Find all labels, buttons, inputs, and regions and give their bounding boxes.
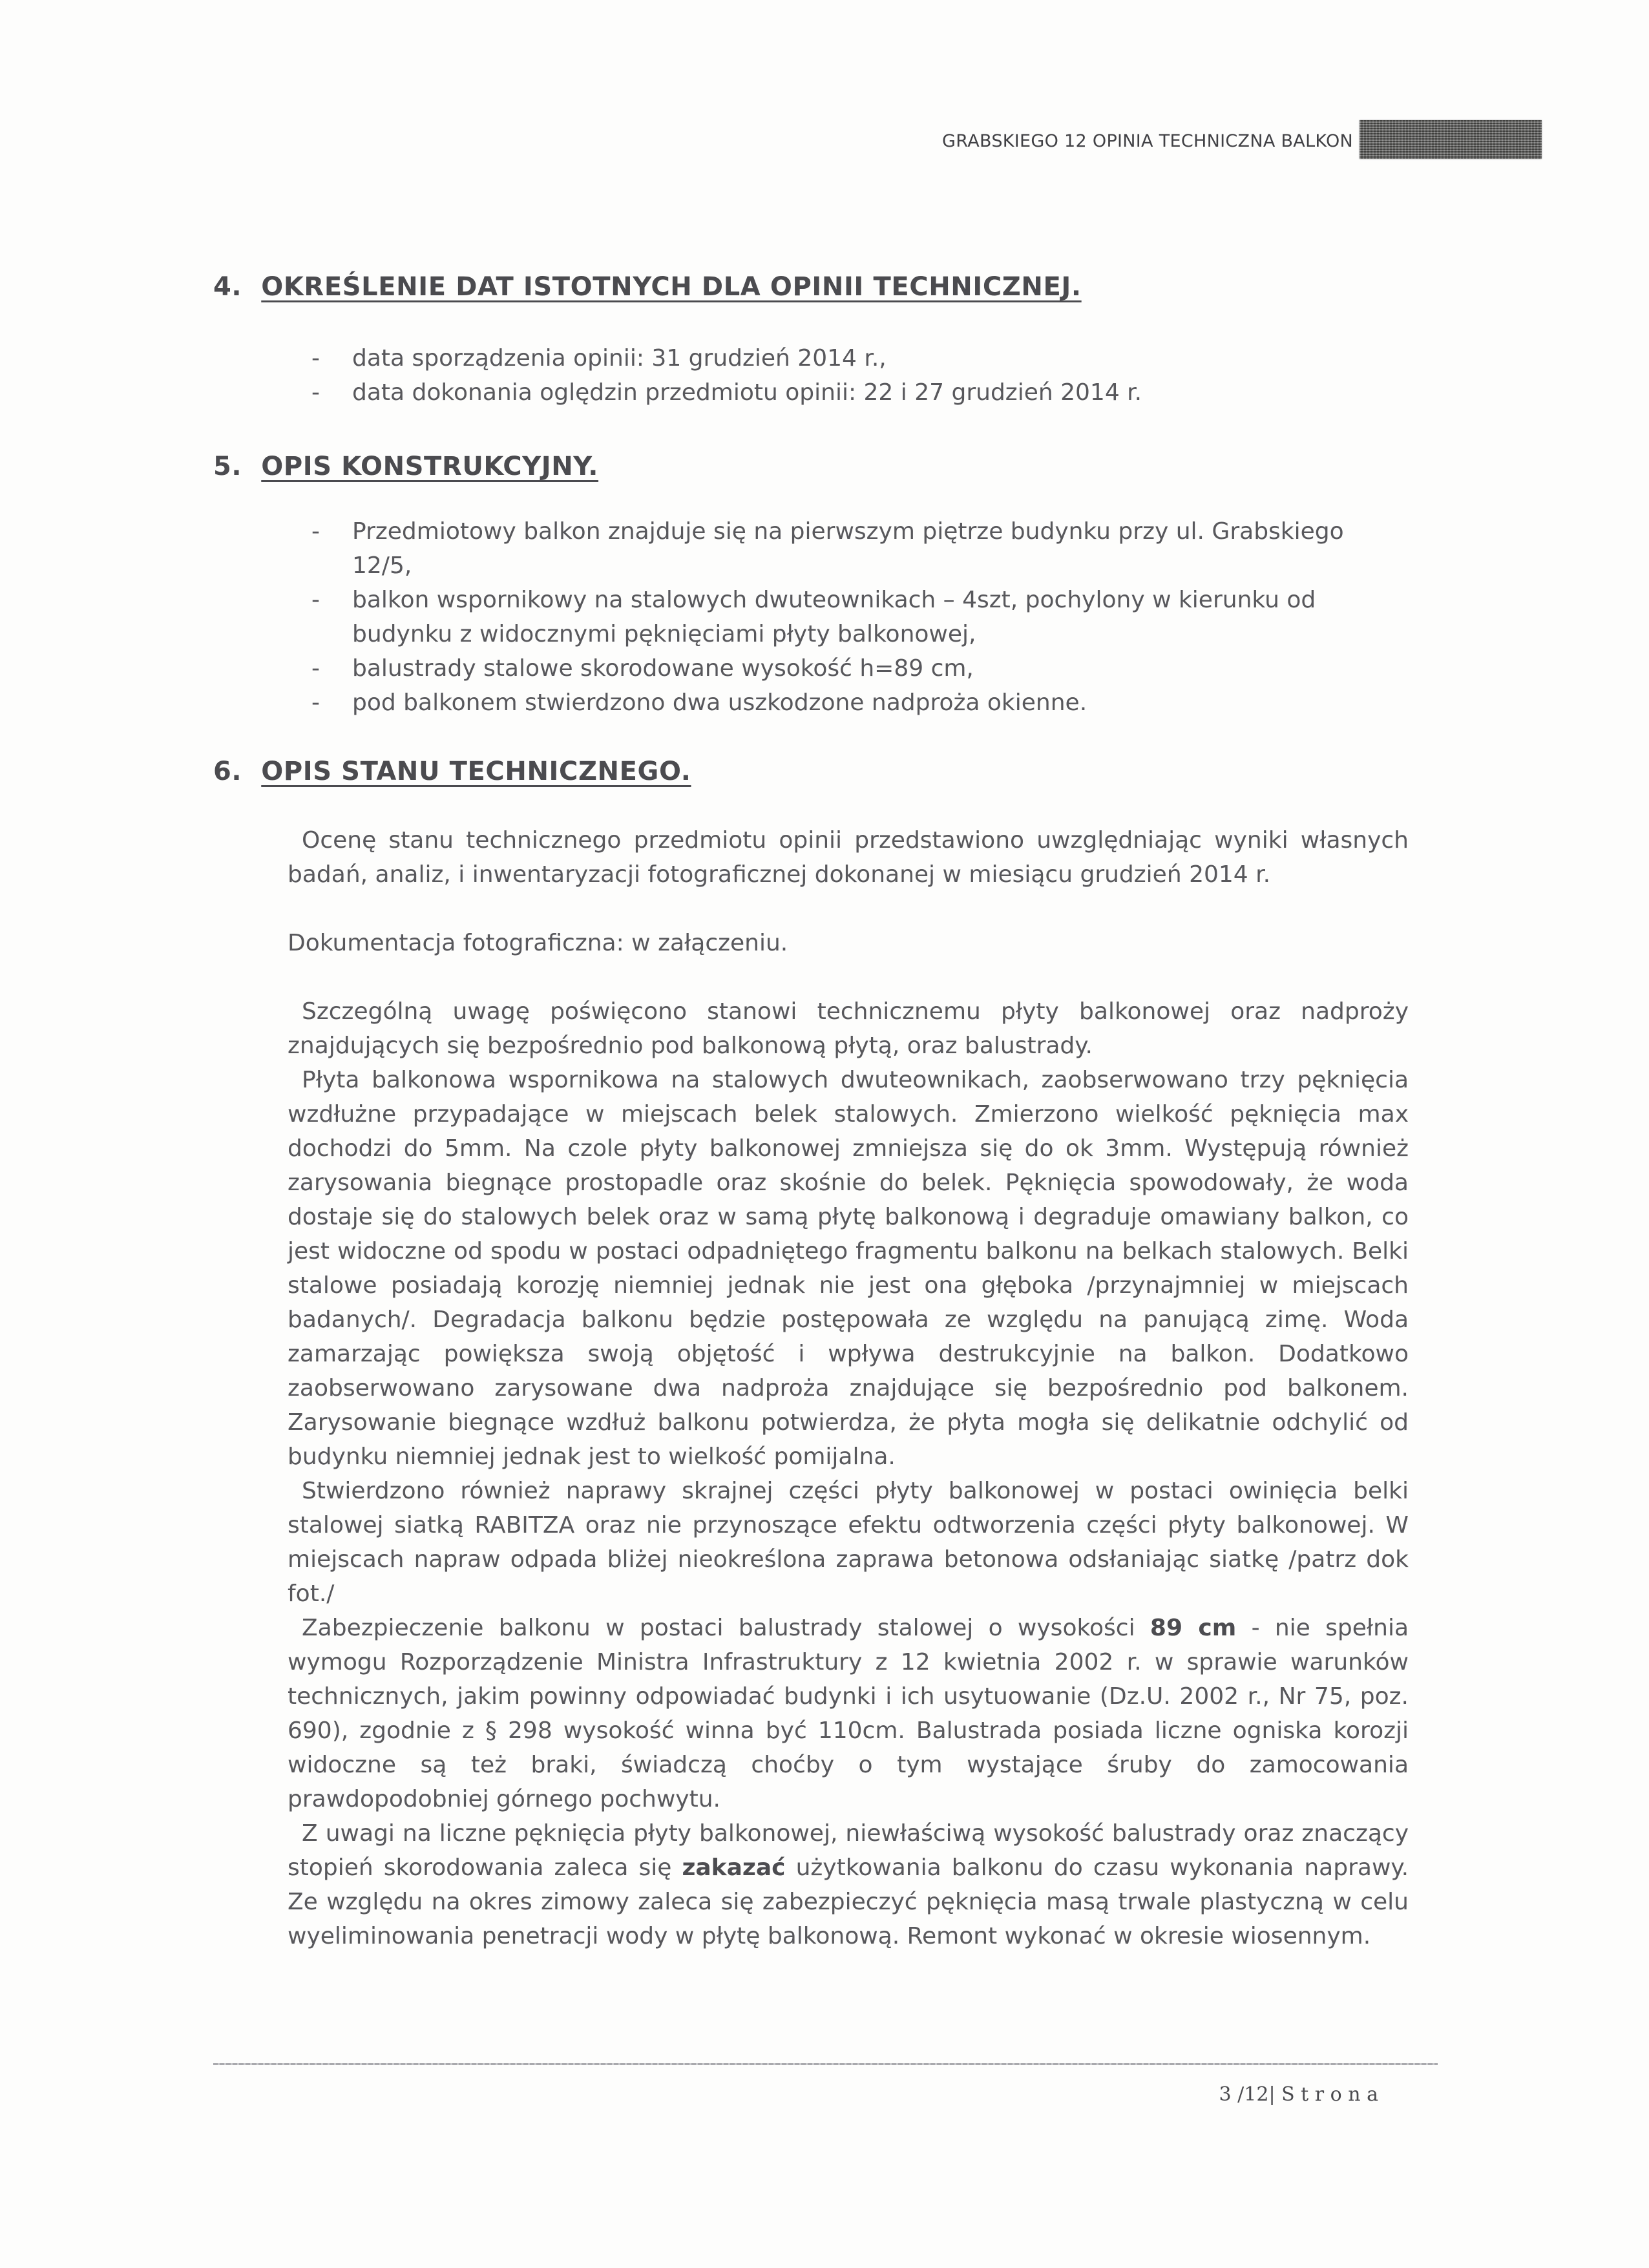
paragraph: [288, 823, 1409, 892]
paragraph-segment: użytkowania balkonu do czasu wykonania naprawy. Ze względu na okres zimowy zaleca się zabezpieczyć pęknięcia masą trwale plastyczną w celu wyeliminowania penetracji wody w płytę balkonową. Remont wykonać w okresie wiosennym.: [288, 1854, 1409, 1949]
paragraph-segment: - nie spełnia wymogu Rozporządzenie Ministra Infrastruktury z 12 kwietnia 2002 r. w sprawie warunków technicznych, jakim powinny odpowiadać budynki i ich usytuowanie (Dz.U. 2002 r., Nr 75, poz. 690), zgodnie z § 298 wysokość winna być 110cm. Balustrada posiada liczne ogniska korozji widoczne są też braki, świadczą choćby o tym wystające śruby do zamocowania prawdopodobniej górnego pochwytu.: [288, 1615, 1409, 1812]
section-heading: [213, 756, 1438, 787]
bold-text: zakazać: [682, 1854, 786, 1881]
list-item: [213, 375, 1396, 410]
bullet-list: [213, 514, 1396, 720]
paragraph-segment: Stwierdzono również naprawy skrajnej części płyty balkonowej w postaci owinięcia belki stalowej siatką RABITZA oraz nie przynoszące efektu odtworzenia części płyty balkonowej. W miejscach napraw odpada bliżej nieokreślona zaprawa betonowa odsłaniając siatkę /patrz dok fot./: [288, 1478, 1409, 1607]
paragraph: [288, 1474, 1409, 1611]
bullet-marker: -: [311, 518, 320, 545]
bullet-text: data dokonania oględzin przedmiotu opinii: 22 i 27 grudzień 2014 r.: [352, 379, 1142, 406]
bullet-marker: -: [311, 655, 320, 682]
section-construction: [213, 451, 1438, 720]
section-number: 5.: [213, 452, 242, 481]
list-item: [213, 514, 1396, 583]
paragraph: [288, 1063, 1409, 1474]
bullet-marker: -: [311, 587, 320, 613]
bullet-text: Przedmiotowy balkon znajduje się na pierwszym piętrze budynku przy ul. Grabskiego 12/5,: [352, 518, 1344, 579]
paragraph: [288, 1611, 1409, 1816]
paragraph-segment: Płyta balkonowa wspornikowa na stalowych dwuteownikach, zaobserwowano trzy pęknięcia wzdłużne przypadające w miejscach belek stalowych. Zmierzono wielkość pęknięcia max dochodzi do 5mm. Na czole płyty balkonowej zmniejsza się do ok 3mm. Występują również zarysowania biegnące prostopadle oraz skośnie do belek. Pęknięcia spowodowały, że woda dostaje się do stalowych belek oraz w samą płytę balkonową i degraduje omawiany balkon, co jest widoczne od spodu w postaci odpadniętego fragmentu balkonu na belkach stalowych. Belki stalowe posiadają korozję niemniej jednak nie jest ona głęboka /przynajmniej w miejscach badanych/. Degradacja balkonu będzie postępowała ze względu na panującą zimę. Woda zamarzając powiększa swoją objętość i wpływa destrukcyjnie na balkon. Dodatkowo zaobserwowano zarysowane dwa nadproża znajdujące się bezpośrednio pod balkonem. Zarysowanie biegnące wzdłuż balkonu potwierdza, że płyta mogła się delikatnie odchylić od budynku niemniej jednak jest to wielkość pomijalna.: [288, 1067, 1409, 1470]
section-title: OKREŚLENIE DAT ISTOTNYCH DLA OPINII TECHNICZNEJ.: [261, 272, 1082, 302]
paragraph: [288, 1816, 1409, 1953]
paragraph: [288, 926, 1409, 960]
paragraph: [288, 994, 1409, 1063]
section-heading: [213, 451, 1438, 482]
paragraph-segment: Ocenę stanu technicznego przedmiotu opinii przedstawiono uwzględniając wyniki własnych badań, analiz, i inwentaryzacji fotograficznej dokonanej w miesiącu grudzień 2014 r.: [288, 827, 1409, 888]
list-item: [213, 341, 1396, 375]
list-item: [213, 583, 1396, 651]
paragraph-segment: Dokumentacja fotograficzna: w załączeniu.: [288, 930, 788, 956]
header-title: GRABSKIEGO 12 OPINIA TECHNICZNA BALKON: [942, 131, 1353, 151]
bullet-text: balkon wspornikowy na stalowych dwuteownikach – 4szt, pochylony w kierunku od budynku z widocznymi pęknięciami płyty balkonowej,: [352, 587, 1316, 647]
page-number: 3 /12| S t r o n a: [1219, 2083, 1378, 2106]
bullet-text: balustrady stalowe skorodowane wysokość h=89 cm,: [352, 655, 974, 682]
bullet-marker: -: [311, 689, 320, 716]
paragraph-segment: Szczególną uwagę poświęcono stanowi technicznemu płyty balkonowej oraz nadproży znajdujących się bezpośrednio pod balkonową płytą, oraz balustrady.: [288, 998, 1409, 1059]
section-title: OPIS STANU TECHNICZNEGO.: [261, 757, 691, 786]
list-item: [213, 651, 1396, 686]
section-heading: [213, 271, 1438, 302]
section-title: OPIS KONSTRUKCYJNY.: [261, 452, 599, 481]
redaction-block: [1360, 120, 1542, 159]
bullet-marker: -: [311, 345, 320, 372]
document-content: [213, 271, 1438, 1953]
paragraph-segment: Zabezpieczenie balkonu w postaci balustrady stalowej o wysokości: [302, 1615, 1150, 1641]
section-dates: [213, 271, 1438, 410]
bullet-text: pod balkonem stwierdzono dwa uszkodzone nadproża okienne.: [352, 689, 1087, 716]
bold-text: 89 cm: [1150, 1615, 1237, 1641]
section-number: 4.: [213, 272, 242, 302]
bullet-text: data sporządzenia opinii: 31 grudzień 2014 r.,: [352, 345, 887, 372]
paragraph-segment: Z uwagi na liczne pęknięcia płyty balkonowej, niewłaściwą wysokość balustrady oraz znaczący stopień skorodowania zaleca się: [288, 1820, 1409, 1881]
body-text: [288, 823, 1409, 1953]
footer-divider: [213, 2063, 1438, 2065]
section-technical-condition: [213, 756, 1438, 1953]
list-item: [213, 686, 1396, 720]
bullet-list: [213, 341, 1396, 410]
section-number: 6.: [213, 757, 242, 786]
bullet-marker: -: [311, 379, 320, 406]
